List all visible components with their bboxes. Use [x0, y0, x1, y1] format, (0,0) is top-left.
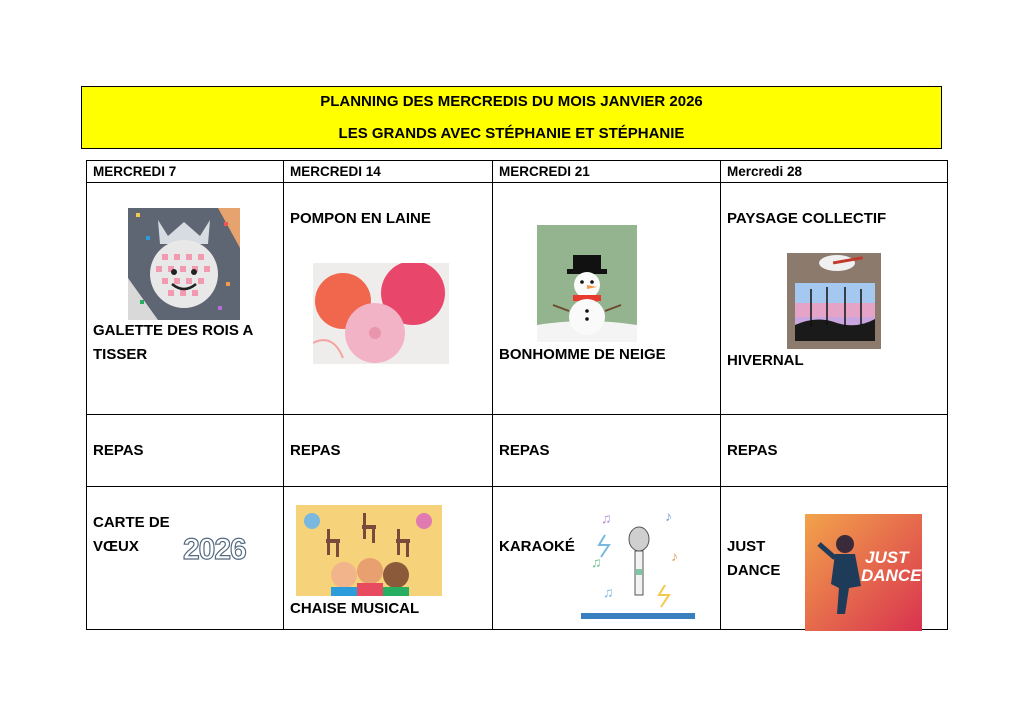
just-dance-logo-line: JUST: [865, 548, 909, 567]
svg-text:♫: ♫: [601, 510, 612, 526]
column-divider: [720, 161, 721, 629]
column-divider: [283, 161, 284, 629]
svg-text:♪: ♪: [665, 508, 672, 524]
afternoon-label: KARAOKÉ: [499, 538, 575, 555]
row-divider: [87, 182, 947, 183]
activity-label-line: HIVERNAL: [727, 352, 804, 369]
svg-text:♫: ♫: [603, 584, 614, 600]
activity-label-line: TISSER: [93, 346, 148, 363]
just-dance-image: [805, 514, 922, 631]
new-year-2026-image: [177, 511, 265, 597]
snowman-image: [537, 225, 637, 342]
pompon-image: [313, 263, 449, 364]
activity-label-line: GALETTE DES ROIS A: [93, 322, 254, 339]
activity-label-line: PAYSAGE COLLECTIF: [727, 210, 887, 227]
svg-text:♪: ♪: [671, 548, 678, 564]
row-divider: [87, 486, 947, 487]
meal-label: REPAS: [727, 442, 778, 459]
afternoon-label-line: DANCE: [727, 562, 781, 579]
svg-text:♫: ♫: [591, 554, 602, 570]
activity-label: BONHOMME DE NEIGE: [499, 346, 666, 363]
year-text: 2026: [183, 533, 246, 566]
column-header: MERCREDI 7: [93, 164, 177, 179]
column-header: Mercredi 28: [727, 164, 803, 179]
afternoon-label-line: CARTE DE: [93, 514, 170, 531]
afternoon-label-line: JUST: [727, 538, 766, 555]
afternoon-label: CHAISE MUSICAL: [290, 600, 420, 617]
winter-landscape-image: [787, 253, 881, 349]
title-banner: [81, 86, 942, 149]
just-dance-logo-line: DANCE: [861, 566, 922, 585]
galette-weaving-image: [128, 208, 240, 320]
title-line-1: PLANNING DES MERCREDIS DU MOIS JANVIER 2026: [320, 93, 703, 110]
activity-label: POMPON EN LAINE: [290, 210, 431, 227]
schedule-table: [86, 160, 948, 630]
column-header: MERCREDI 21: [499, 164, 590, 179]
meal-label: REPAS: [290, 442, 341, 459]
column-divider: [492, 161, 493, 629]
title-line-2: LES GRANDS AVEC STÉPHANIE ET STÉPHANIE: [338, 125, 685, 142]
meal-label: REPAS: [93, 442, 144, 459]
afternoon-label-line: VŒUX: [93, 538, 139, 555]
row-divider: [87, 414, 947, 415]
meal-label: REPAS: [499, 442, 550, 459]
karaoke-microphone-image: [581, 499, 695, 621]
musical-chairs-image: [296, 505, 442, 596]
column-header: MERCREDI 14: [290, 164, 381, 179]
